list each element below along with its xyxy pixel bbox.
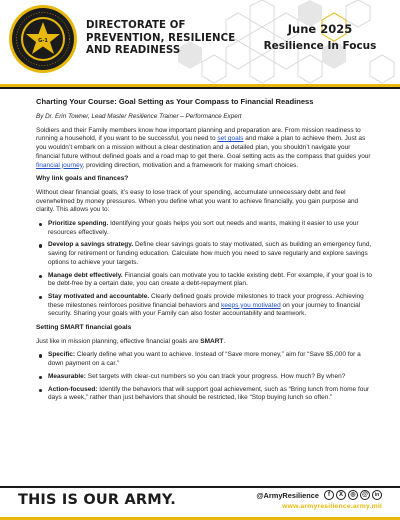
smart-intro-end: . <box>223 337 226 345</box>
smart-heading: Setting SMART financial goals <box>36 324 132 332</box>
benefit-term: Manage debt effectively. <box>48 271 123 279</box>
org-line-2: PREVENTION, RESILIENCE <box>86 32 236 44</box>
benefit-text: Clearly defined goals provide milestones to track your progress. Achieving these milestones reinforces positive financial behaviors and <box>48 292 364 309</box>
benefits-list <box>36 220 372 319</box>
list-item <box>36 373 372 382</box>
header-black-rule <box>0 87 400 89</box>
financial-journey-link[interactable]: financial journey <box>36 161 83 169</box>
article-title: Charting Your Course: Goal Setting as Your Compass to Financial Readiness <box>36 97 314 106</box>
army-g1-seal <box>8 4 78 74</box>
list-item <box>36 386 372 403</box>
issue-info <box>260 22 380 52</box>
linkedin-icon[interactable]: in <box>372 490 382 500</box>
smart-term: Measurable: <box>48 372 86 380</box>
social-row <box>256 490 382 500</box>
threads-icon[interactable]: @ <box>360 490 370 500</box>
svg-text:G-1: G-1 <box>38 38 48 44</box>
intro-text-c: , providing direction, motivation and a framework for making smart choices. <box>82 161 299 169</box>
why-heading: Why link goals and finances? <box>36 175 129 183</box>
benefit-term: Develop a savings strategy. <box>48 241 134 249</box>
keeps-you-motivated-link[interactable]: keeps you motivated <box>221 301 281 309</box>
benefit-text: on your journey to financial security. Sharing your goals with your Family can also foster accountability and teamwork. <box>48 301 361 318</box>
org-line-3: AND READINESS <box>86 45 181 56</box>
army-slogan: THIS IS OUR ARMY. <box>18 492 176 508</box>
benefit-text: Define clear savings goals to stay motivated, such as building an emergency fund, saving for retirement or funding education. Calculate how much you need to save regularly and explore savings options to achieve your targets. <box>48 241 372 266</box>
page-header <box>0 0 400 84</box>
issue-date: June 2025 <box>287 22 353 36</box>
website-link[interactable]: www.armyresilience.army.mil <box>282 503 382 510</box>
benefit-text: Financial goals can motivate you to tackle existing debt. For example, if your goal is to be debt-free by a certain date, you can create a debt-repayment plan. <box>48 271 372 288</box>
article-byline: By Dr. Erin Towner, Lead Master Resilience Trainer – Performance Expert <box>36 113 242 120</box>
organization-name <box>86 20 256 58</box>
smart-text: Set targets with clear-cut numbers so you can track your progress. How much? By when? <box>85 372 346 380</box>
smart-text: Clearly define what you want to achieve. Instead of “Save more money,” aim for “Save $5,000 for a down payment on a car.” <box>48 351 361 368</box>
smart-intro-text: Just like in mission planning, effective financial goals are <box>36 337 201 345</box>
social-block <box>256 490 382 510</box>
why-paragraph: Without clear financial goals, it’s easy to lose track of your spending, accumulate unnecessary debt and feel overwhelmed by money pressures. When you define what you want to achieve financially, you gain purpose and clarity. This allows you to: <box>36 188 359 214</box>
list-item <box>36 293 372 319</box>
benefit-term: Stay motivated and accountable. <box>48 292 150 300</box>
facebook-icon[interactable]: f <box>324 490 334 500</box>
x-icon[interactable]: X <box>336 490 346 500</box>
org-line-1: DIRECTORATE OF <box>86 20 186 31</box>
list-item <box>36 272 372 289</box>
intro-text-b: and make a plan to achieve them. Just as you wouldn’t embark on a mission without a clear destination and a detailed plan, you shouldn’t navigate your financial future without defined goals and a road map to get there. Goal setting acts as the compass that guides your <box>36 135 371 160</box>
list-item <box>36 241 372 267</box>
intro-text-a: Soldiers and their Family members know how important planning and preparation are. From mission readiness to running a household, if you want to be successful, you need to <box>36 126 361 143</box>
article-body <box>36 97 372 408</box>
set-goals-link[interactable]: set goals <box>217 135 244 143</box>
list-item <box>36 220 372 237</box>
smart-term: Specific: <box>48 351 76 359</box>
benefit-term: Prioritize spending. <box>48 220 109 228</box>
intro-paragraph <box>36 127 372 171</box>
smart-intro <box>36 338 372 347</box>
smart-list <box>36 351 372 403</box>
list-item <box>36 351 372 368</box>
social-handle[interactable]: @ArmyResilience <box>256 490 319 500</box>
benefit-text: Identifying your goals helps you sort out needs and wants, making it easier to use your resources effectively. <box>48 220 359 236</box>
footer-rule <box>0 486 400 488</box>
smart-acronym: SMART <box>200 337 224 345</box>
smart-text: Identify the behaviors that will support goal achievement, such as “Bring lunch from home four days a week,” rather than just behaviors that should be restricted, like “Stop buying lunch so often.” <box>48 385 370 402</box>
newsletter-series: Resilience In Focus <box>263 40 377 52</box>
instagram-icon[interactable]: ◎ <box>348 490 358 500</box>
smart-term: Action-focused: <box>48 385 98 393</box>
